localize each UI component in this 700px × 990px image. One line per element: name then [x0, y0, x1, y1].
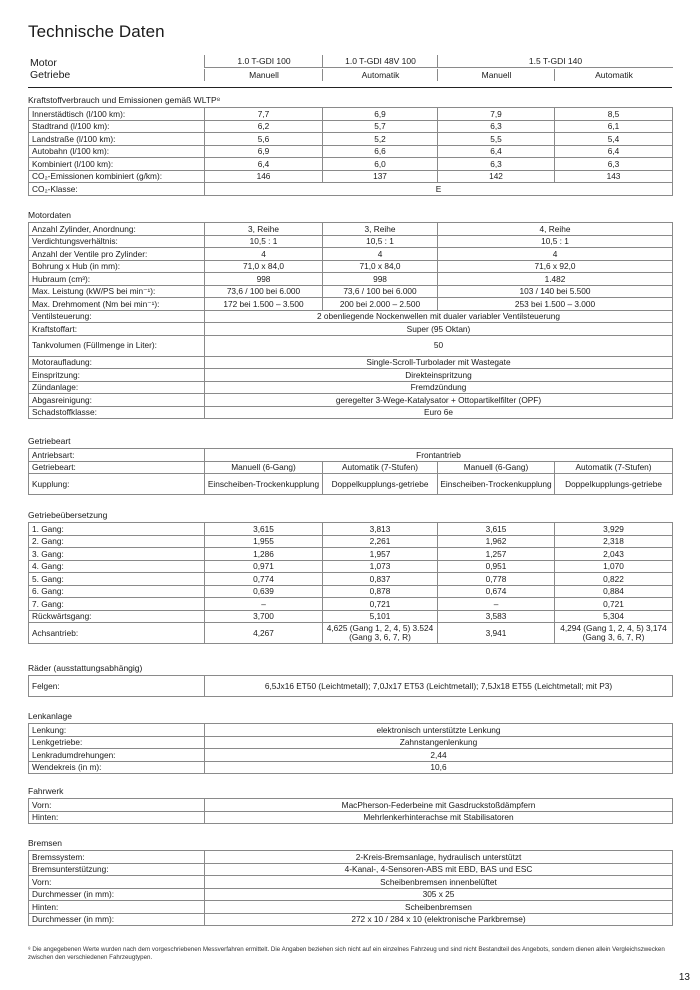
- row-label: 2. Gang:: [29, 535, 205, 548]
- cell-value: 6,4: [438, 145, 555, 158]
- table-motor: [28, 222, 673, 419]
- cell-value: 0,951: [438, 560, 555, 573]
- table-row: [29, 310, 673, 323]
- cell-value: Direkteinspritzung: [205, 369, 673, 382]
- section-title-fahrwerk: Fahrwerk: [28, 786, 64, 796]
- cell-value: 8,5: [555, 108, 673, 121]
- cell-value: 10,5 : 1: [323, 235, 438, 248]
- cell-value: 0,778: [438, 573, 555, 586]
- cell-value: 143: [555, 170, 673, 183]
- table-row: [29, 394, 673, 407]
- row-label: Bremsunterstützung:: [29, 863, 205, 876]
- cell-value: 0,884: [555, 585, 673, 598]
- table-row: [29, 523, 673, 536]
- cell-value: 1,962: [438, 535, 555, 548]
- row-label: Felgen:: [29, 676, 205, 697]
- row-label: Kupplung:: [29, 474, 205, 495]
- header-divider: [28, 87, 672, 88]
- row-label: Max. Leistung (kW/PS bei min⁻¹):: [29, 285, 205, 298]
- cell-value: Einscheiben-Trockenkupplung: [205, 474, 323, 495]
- table-row: [29, 811, 673, 824]
- cell-value: Einscheiben-Trockenkupplung: [438, 474, 555, 495]
- row-label: Achsantrieb:: [29, 623, 205, 644]
- row-label: Max. Drehmoment (Nm bei min⁻¹):: [29, 298, 205, 311]
- table-row: [29, 888, 673, 901]
- cell-value: 5,4: [555, 133, 673, 146]
- cell-value: 6,6: [323, 145, 438, 158]
- cell-value: 4, Reihe: [438, 223, 673, 236]
- row-label: Einspritzung:: [29, 369, 205, 382]
- cell-value: 2 obenliegende Nockenwellen mit dualer variabler Ventilsteuerung: [205, 310, 673, 323]
- row-label: Lenkradumdrehungen:: [29, 749, 205, 762]
- table-row: [29, 183, 673, 196]
- trans-1: Manuell: [204, 69, 323, 81]
- table-row: [29, 749, 673, 762]
- section-title-raeder: Räder (ausstattungsabhängig): [28, 663, 143, 673]
- cell-value: 10,5 : 1: [205, 235, 323, 248]
- table-row: [29, 585, 673, 598]
- row-label: Antriebsart:: [29, 449, 205, 462]
- cell-value: 3,583: [438, 610, 555, 623]
- cell-value: Doppelkupplungs-getriebe: [555, 474, 673, 495]
- cell-value: 6,2: [205, 120, 323, 133]
- cell-value: Frontantrieb: [205, 449, 673, 462]
- cell-value: 1,286: [205, 548, 323, 561]
- row-label: 5. Gang:: [29, 573, 205, 586]
- cell-value: 3,941: [438, 623, 555, 644]
- row-label: Kraftstoffart:: [29, 323, 205, 336]
- table-verbrauch: [28, 107, 673, 196]
- row-label: Hinten:: [29, 901, 205, 914]
- row-label: Hinten:: [29, 811, 205, 824]
- table-row: [29, 273, 673, 286]
- cell-value: 1,957: [323, 548, 438, 561]
- cell-value: 6,5Jx16 ET50 (Leichtmetall); 7,0Jx17 ET53 (Leichtmetall); 7,5Jx18 ET55 (Leichtmetall; mit P3): [205, 676, 673, 697]
- cell-value: 5,7: [323, 120, 438, 133]
- cell-value: 6,3: [438, 120, 555, 133]
- cell-value: 4: [438, 248, 673, 261]
- cell-value: 0,721: [323, 598, 438, 611]
- cell-value: 7,7: [205, 108, 323, 121]
- row-label: Wendekreis (in m):: [29, 761, 205, 774]
- cell-value: 0,971: [205, 560, 323, 573]
- cell-value: 73,6 / 100 bei 6.000: [323, 285, 438, 298]
- cell-value: E: [205, 183, 673, 196]
- table-lenkung: [28, 723, 673, 774]
- table-row: [29, 133, 673, 146]
- table-row: [29, 610, 673, 623]
- cell-value: 6,4: [205, 158, 323, 171]
- table-row: [29, 623, 673, 644]
- cell-value: 200 bei 2.000 – 2.500: [323, 298, 438, 311]
- table-row: [29, 170, 673, 183]
- table-row: [29, 863, 673, 876]
- cell-value: 4: [205, 248, 323, 261]
- table-row: [29, 474, 673, 495]
- cell-value: 6,3: [438, 158, 555, 171]
- cell-value: 1,257: [438, 548, 555, 561]
- cell-value: Mehrlenkerhinterachse mit Stabilisatoren: [205, 811, 673, 824]
- row-label: 3. Gang:: [29, 548, 205, 561]
- table-row: [29, 913, 673, 926]
- cell-value: elektronisch unterstützte Lenkung: [205, 724, 673, 737]
- cell-value: 3, Reihe: [323, 223, 438, 236]
- cell-value: –: [438, 598, 555, 611]
- table-row: [29, 449, 673, 462]
- section-title-uebersetzung: Getriebeübersetzung: [28, 510, 108, 520]
- cell-value: 6,9: [323, 108, 438, 121]
- cell-value: geregelter 3-Wege-Katalysator + Ottopartikelfilter (OPF): [205, 394, 673, 407]
- table-row: [29, 381, 673, 394]
- cell-value: 0,774: [205, 573, 323, 586]
- cell-value: Super (95 Oktan): [205, 323, 673, 336]
- cell-value: Fremdzündung: [205, 381, 673, 394]
- row-label: CO₂-Klasse:: [29, 183, 205, 196]
- table-row: [29, 901, 673, 914]
- row-label: 1. Gang:: [29, 523, 205, 536]
- row-label: Anzahl der Ventile pro Zylinder:: [29, 248, 205, 261]
- cell-value: 71,0 x 84,0: [323, 260, 438, 273]
- section-title-getriebeart: Getriebeart: [28, 436, 71, 446]
- trans-3: Manuell: [437, 69, 555, 81]
- table-row: [29, 323, 673, 336]
- table-fahrwerk: [28, 798, 673, 824]
- cell-value: 71,0 x 84,0: [205, 260, 323, 273]
- table-getriebeart: [28, 448, 673, 495]
- cell-value: 3,700: [205, 610, 323, 623]
- cell-value: 3,929: [555, 523, 673, 536]
- cell-value: 3, Reihe: [205, 223, 323, 236]
- getriebe-label: Getriebe: [30, 69, 71, 81]
- table-row: [29, 761, 673, 774]
- table-row: [29, 158, 673, 171]
- cell-value: 142: [438, 170, 555, 183]
- row-label: Vorn:: [29, 876, 205, 889]
- table-row: [29, 356, 673, 369]
- cell-value: 0,837: [323, 573, 438, 586]
- engine-2: 1.0 T-GDI 48V 100: [322, 55, 438, 68]
- table-row: [29, 799, 673, 812]
- cell-value: 0,674: [438, 585, 555, 598]
- table-row: [29, 876, 673, 889]
- row-label: 6. Gang:: [29, 585, 205, 598]
- cell-value: 3,813: [323, 523, 438, 536]
- section-title-bremsen: Bremsen: [28, 838, 63, 848]
- row-label: 7. Gang:: [29, 598, 205, 611]
- cell-value: 2,44: [205, 749, 673, 762]
- row-label: Ventilsteuerung:: [29, 310, 205, 323]
- cell-value: 71,6 x 92,0: [438, 260, 673, 273]
- table-row: [29, 369, 673, 382]
- engine-1: 1.0 T-GDI 100: [204, 55, 323, 68]
- cell-value: Scheibenbremsen innenbelüftet: [205, 876, 673, 889]
- cell-value: 5,101: [323, 610, 438, 623]
- page-number: 13: [678, 972, 690, 983]
- cell-value: 998: [205, 273, 323, 286]
- page-title: Technische Daten: [28, 22, 165, 41]
- row-label: Bremssystem:: [29, 851, 205, 864]
- table-row: [29, 535, 673, 548]
- cell-value: Doppelkupplungs-getriebe: [323, 474, 438, 495]
- cell-value: 73,6 / 100 bei 6.000: [205, 285, 323, 298]
- table-row: [29, 235, 673, 248]
- trans-2: Automatik: [322, 69, 438, 81]
- row-label: Verdichtungsverhältnis:: [29, 235, 205, 248]
- cell-value: 4,267: [205, 623, 323, 644]
- table-raeder: [28, 675, 673, 697]
- cell-value: Euro 6e: [205, 406, 673, 419]
- table-row: [29, 335, 673, 356]
- cell-value: 0,878: [323, 585, 438, 598]
- cell-value: 137: [323, 170, 438, 183]
- row-label: Stadtrand (l/100 km):: [29, 120, 205, 133]
- row-label: Landstraße (l/100 km):: [29, 133, 205, 146]
- cell-value: 1,070: [555, 560, 673, 573]
- cell-value: 5,5: [438, 133, 555, 146]
- cell-value: 4: [323, 248, 438, 261]
- section-title-motor: Motordaten: [28, 210, 71, 220]
- row-label: Kombiniert (l/100 km):: [29, 158, 205, 171]
- cell-value: 7,9: [438, 108, 555, 121]
- table-row: [29, 548, 673, 561]
- cell-value: 2,261: [323, 535, 438, 548]
- cell-value: 2-Kreis-Bremsanlage, hydraulisch unterstützt: [205, 851, 673, 864]
- cell-value: 3,615: [205, 523, 323, 536]
- table-row: [29, 598, 673, 611]
- cell-value: 0,822: [555, 573, 673, 586]
- row-label: 4. Gang:: [29, 560, 205, 573]
- cell-value: 3,615: [438, 523, 555, 536]
- cell-value: 5,6: [205, 133, 323, 146]
- row-label: Durchmesser (in mm):: [29, 888, 205, 901]
- row-label: Motoraufladung:: [29, 356, 205, 369]
- cell-value: 4,294 (Gang 1, 2, 4, 5) 3,174 (Gang 3, 6, 7, R): [555, 623, 673, 644]
- cell-value: 10,5 : 1: [438, 235, 673, 248]
- table-row: [29, 108, 673, 121]
- cell-value: 6,9: [205, 145, 323, 158]
- cell-value: 1,955: [205, 535, 323, 548]
- cell-value: 6,4: [555, 145, 673, 158]
- motor-label: Motor: [30, 57, 57, 69]
- cell-value: 146: [205, 170, 323, 183]
- row-label: Schadstoffklasse:: [29, 406, 205, 419]
- row-label: Lenkgetriebe:: [29, 736, 205, 749]
- table-row: [29, 724, 673, 737]
- table-row: [29, 560, 673, 573]
- cell-value: Zahnstangenlenkung: [205, 736, 673, 749]
- cell-value: 1.482: [438, 273, 673, 286]
- row-label: CO₂-Emissionen kombiniert (g/km):: [29, 170, 205, 183]
- cell-value: 172 bei 1.500 – 3.500: [205, 298, 323, 311]
- row-label: Autobahn (l/100 km):: [29, 145, 205, 158]
- row-label: Abgasreinigung:: [29, 394, 205, 407]
- table-uebersetzung: [28, 522, 673, 644]
- cell-value: 5,2: [323, 133, 438, 146]
- table-bremsen: [28, 850, 673, 926]
- engine-3: 1.5 T-GDI 140: [437, 55, 673, 68]
- cell-value: Automatik (7-Stufen): [555, 461, 673, 474]
- table-row: [29, 851, 673, 864]
- table-row: [29, 260, 673, 273]
- cell-value: MacPherson-Federbeine mit Gasdruckstoßdämpfern: [205, 799, 673, 812]
- section-title-verbrauch: Kraftstoffverbrauch und Emissionen gemäß WLTP⁸: [28, 95, 221, 105]
- row-label: Vorn:: [29, 799, 205, 812]
- section-title-lenkung: Lenkanlage: [28, 711, 72, 721]
- row-label: Anzahl Zylinder, Anordnung:: [29, 223, 205, 236]
- table-row: [29, 406, 673, 419]
- table-row: [29, 248, 673, 261]
- cell-value: 305 x 25: [205, 888, 673, 901]
- cell-value: 998: [323, 273, 438, 286]
- row-label: Tankvolumen (Füllmenge in Liter):: [29, 335, 205, 356]
- cell-value: 2,318: [555, 535, 673, 548]
- cell-value: –: [205, 598, 323, 611]
- row-label: Hubraum (cm³):: [29, 273, 205, 286]
- row-label: Getriebeart:: [29, 461, 205, 474]
- cell-value: 0,639: [205, 585, 323, 598]
- table-row: [29, 223, 673, 236]
- cell-value: 10,6: [205, 761, 673, 774]
- cell-value: 6,0: [323, 158, 438, 171]
- cell-value: Automatik (7-Stufen): [323, 461, 438, 474]
- footnote: ⁸ Die angegebenen Werte wurden nach dem vorgeschriebenen Messverfahren ermittelt. Die Angaben beziehen sich nicht auf ein einzelnes Fahrzeug und sind nicht Bestandteil des Angebots, sondern dienen allein Vergleichszwecken zwischen den verschiedenen Fahrzeugtypen.: [28, 946, 665, 961]
- cell-value: Manuell (6-Gang): [205, 461, 323, 474]
- cell-value: 6,1: [555, 120, 673, 133]
- table-row: [29, 676, 673, 697]
- cell-value: 50: [205, 335, 673, 356]
- cell-value: 6,3: [555, 158, 673, 171]
- table-row: [29, 736, 673, 749]
- cell-value: 1,073: [323, 560, 438, 573]
- cell-value: 253 bei 1.500 – 3.000: [438, 298, 673, 311]
- cell-value: Scheibenbremsen: [205, 901, 673, 914]
- cell-value: Manuell (6-Gang): [438, 461, 555, 474]
- table-row: [29, 461, 673, 474]
- cell-value: 2,043: [555, 548, 673, 561]
- table-row: [29, 298, 673, 311]
- row-label: Innerstädtisch (l/100 km):: [29, 108, 205, 121]
- table-row: [29, 573, 673, 586]
- cell-value: 5,304: [555, 610, 673, 623]
- trans-4: Automatik: [554, 69, 673, 81]
- table-row: [29, 120, 673, 133]
- row-label: Bohrung x Hub (in mm):: [29, 260, 205, 273]
- cell-value: Single-Scroll-Turbolader mit Wastegate: [205, 356, 673, 369]
- cell-value: 103 / 140 bei 5.500: [438, 285, 673, 298]
- row-label: Rückwärtsgang:: [29, 610, 205, 623]
- cell-value: 4-Kanal-, 4-Sensoren-ABS mit EBD, BAS und ESC: [205, 863, 673, 876]
- cell-value: 4,625 (Gang 1, 2, 4, 5) 3.524 (Gang 3, 6, 7, R): [323, 623, 438, 644]
- table-row: [29, 145, 673, 158]
- row-label: Durchmesser (in mm):: [29, 913, 205, 926]
- cell-value: 272 x 10 / 284 x 10 (elektronische Parkbremse): [205, 913, 673, 926]
- cell-value: 0,721: [555, 598, 673, 611]
- row-label: Zündanlage:: [29, 381, 205, 394]
- table-row: [29, 285, 673, 298]
- row-label: Lenkung:: [29, 724, 205, 737]
